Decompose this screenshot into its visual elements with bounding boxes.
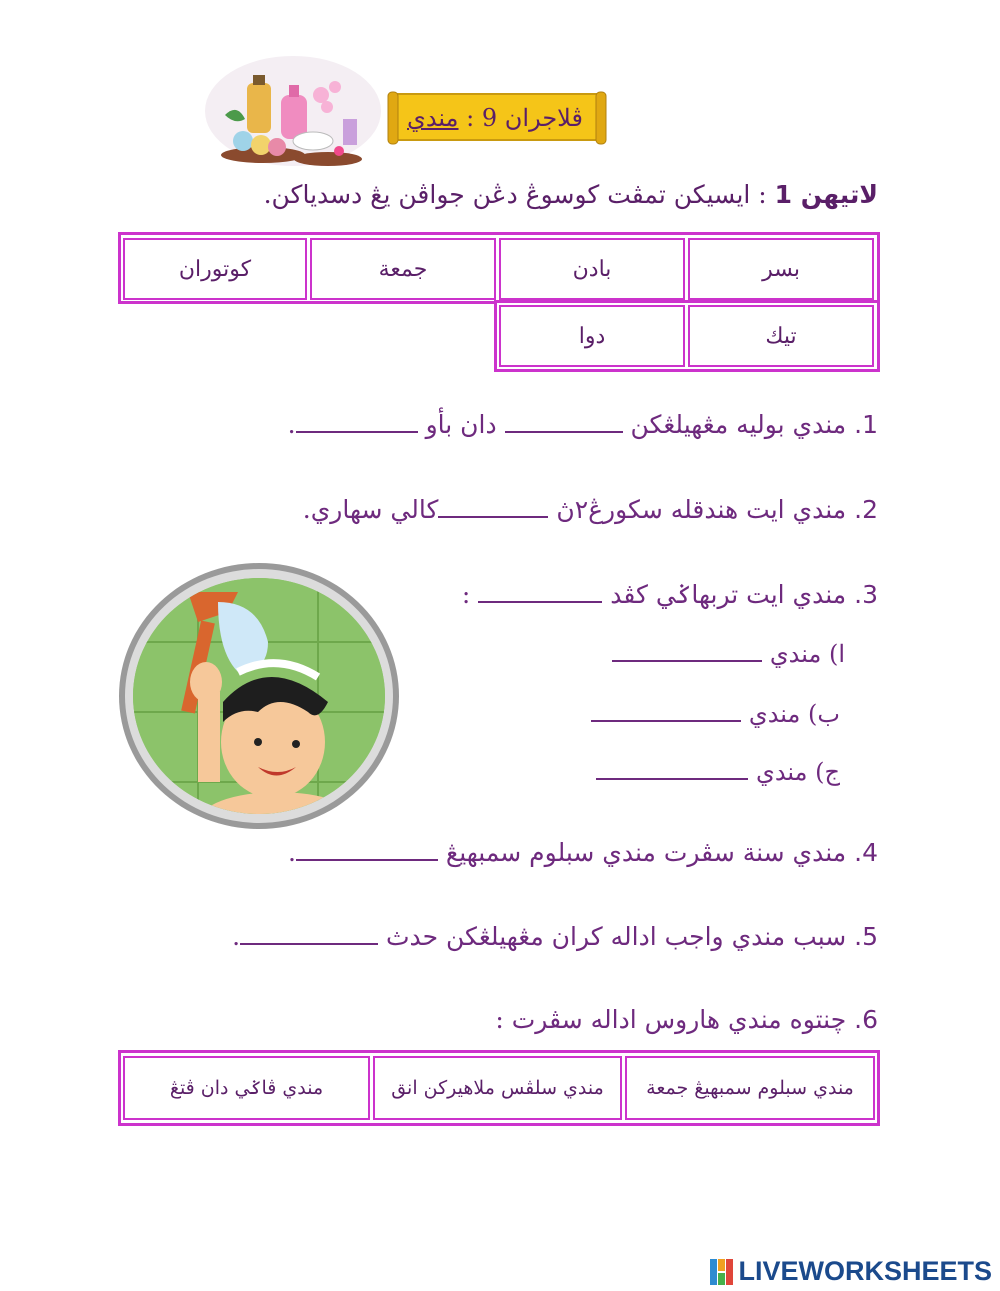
answer-option[interactable]: مندي سلڤس ملاهيركن انق	[373, 1056, 622, 1120]
answer-blank[interactable]	[438, 515, 548, 518]
question-punct: :	[461, 580, 471, 609]
option-label: ج) مندي	[756, 758, 840, 786]
question-2	[303, 495, 878, 524]
word-bank-cell[interactable]: بادن	[499, 238, 685, 300]
answer-blank[interactable]	[296, 430, 418, 433]
answer-blank[interactable]	[591, 719, 741, 722]
question-punct: .	[288, 838, 296, 867]
question-3	[462, 580, 878, 609]
answer-blank[interactable]	[478, 600, 602, 603]
word-bank-cell[interactable]: تيك	[688, 305, 874, 367]
question-text: مندي ايت هندقله سكورڠ٢ڽ	[556, 495, 847, 524]
option-label: ب) مندي	[748, 700, 840, 728]
question-text: مندي ايت تربهاݢي كڤد	[610, 580, 847, 609]
liveworksheets-logo	[710, 1256, 992, 1287]
exercise-heading	[264, 180, 878, 209]
question-3-option-c	[596, 758, 840, 786]
question-6	[495, 1005, 878, 1034]
question-number: 2.	[854, 495, 878, 524]
question-text: سبب مندي واجب اداله كران مڠهيلڠكن حدث	[385, 922, 847, 951]
question-punct: .	[287, 410, 296, 439]
lesson-title	[392, 98, 598, 138]
question-text: كالي سهاري.	[302, 495, 439, 524]
answer-option[interactable]: مندي سبلوم سمبهيڠ جمعة	[625, 1056, 875, 1120]
question-number: 6.	[854, 1005, 878, 1034]
question-3-option-a	[612, 640, 845, 668]
answer-blank[interactable]	[240, 942, 378, 945]
question-number: 1.	[854, 410, 878, 439]
answer-option[interactable]: مندي ڤاݢي دان ڤتڠ	[123, 1056, 370, 1120]
question-text: چنتوه مندي هاروس اداله سڤرت :	[495, 1005, 847, 1034]
question-text: مندي بوليه مڠهيلڠكن	[630, 410, 847, 439]
question-5	[232, 922, 878, 951]
answer-blank[interactable]	[596, 777, 748, 780]
answer-blank[interactable]	[505, 430, 623, 433]
question-number: 5.	[854, 922, 878, 951]
exercise-instruction: : ايسيكن تمڤت كوسوڠ دڠن جواڤن يڠ دسدياكن.	[263, 180, 767, 209]
exercise-label: لاتيهن 1	[774, 180, 878, 209]
answer-blank[interactable]	[612, 659, 762, 662]
word-bank-cell[interactable]: كوتوران	[123, 238, 307, 300]
logo-icon	[710, 1259, 734, 1285]
spa-products-image	[203, 55, 383, 167]
question-number: 4.	[854, 838, 878, 867]
word-bank-cell[interactable]: جمعة	[310, 238, 496, 300]
lesson-title-prefix: ڤلاجران 9 :	[466, 104, 583, 132]
answer-blank[interactable]	[296, 858, 438, 861]
boy-bathing-image	[118, 562, 400, 830]
question-4	[288, 838, 878, 867]
question-1	[288, 410, 878, 439]
question-text: مندي سنة سڤرت مندي سبلوم سمبهيڠ	[445, 838, 847, 867]
question-punct: .	[232, 922, 241, 951]
question-text: دان بأو	[425, 410, 497, 439]
question-3-option-b	[591, 700, 840, 728]
question-number: 3.	[854, 580, 878, 609]
logo-text: LIVEWORKSHEETS	[738, 1256, 992, 1286]
lesson-topic: مندي	[407, 104, 459, 132]
option-label: ا) مندي	[769, 640, 845, 668]
word-bank-cell[interactable]: بسر	[688, 238, 874, 300]
word-bank-cell[interactable]: دوا	[499, 305, 685, 367]
